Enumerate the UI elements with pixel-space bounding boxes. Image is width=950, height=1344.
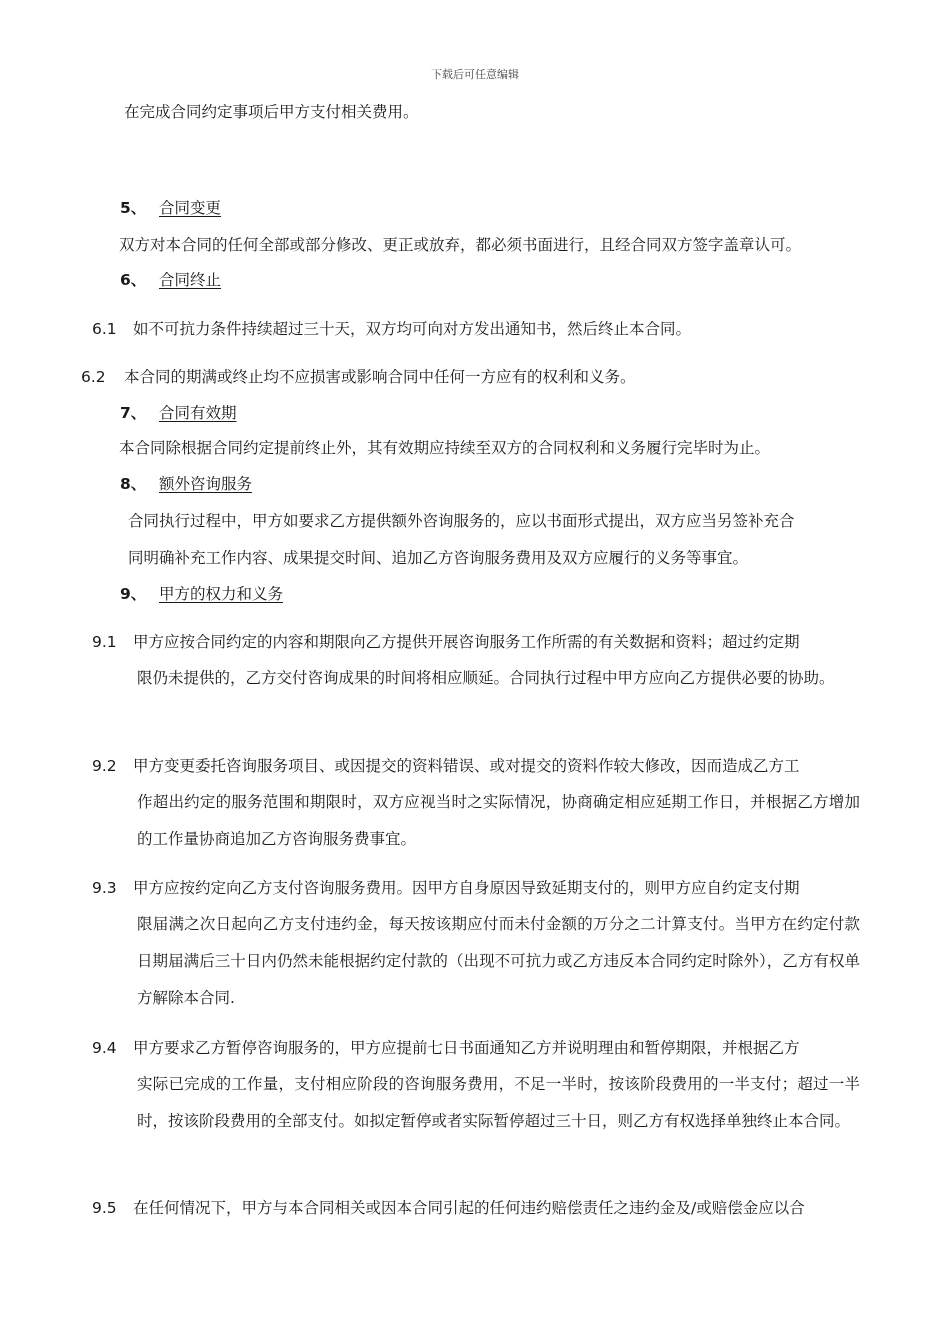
section-5-number: 5、 [120, 199, 147, 217]
clause-9-2-continuation: 作超出约定的服务范围和期限时，双方应视当时之实际情况，协商确定相应延期工作日，并根据乙方增加的工作量协商追加乙方咨询服务费事宜。 [137, 793, 860, 848]
clause-6-1-text: 如不可抗力条件持续超过三十天，双方均可向对方发出通知书，然后终止本合同。 [133, 320, 692, 338]
section-5-title: 合同变更 [159, 199, 222, 217]
clause-9-2-line-1: 甲方变更委托咨询服务项目、或因提交的资料错误、或对提交的资料作较大修改，因而造成乙方工 [133, 757, 800, 775]
clause-9-1-continuation: 限仍未提供的，乙方交付咨询成果的时间将相应顺延。合同执行过程中甲方应向乙方提供必要的协助。 [137, 669, 835, 687]
section-6-number: 6、 [120, 271, 147, 289]
intro-line: 在完成合同约定事项后甲方支付相关费用。 [124, 103, 419, 121]
section-9-number: 9、 [120, 585, 147, 603]
clause-6-2-text: 本合同的期满或终止均不应损害或影响合同中任何一方应有的权利和义务。 [124, 368, 636, 386]
clause-9-2-number: 9.2 [92, 757, 117, 775]
clause-9-3-number: 9.3 [92, 879, 117, 897]
section-8-title: 额外咨询服务 [159, 475, 253, 493]
clause-6-2-number: 6.2 [81, 368, 106, 386]
clause-9-4-line-1: 甲方要求乙方暂停咨询服务的，甲方应提前七日书面通知乙方并说明理由和暂停期限，并根据乙方 [133, 1039, 800, 1057]
clause-9-1-line-1: 甲方应按合同约定的内容和期限向乙方提供开展咨询服务工作所需的有关数据和资料；超过约定期 [133, 633, 800, 651]
clause-9-3-line-1: 甲方应按约定向乙方支付咨询服务费用。因甲方自身原因导致延期支付的，则甲方应自约定支付期 [133, 879, 800, 897]
section-7-title: 合同有效期 [159, 404, 237, 422]
section-7-body: 本合同除根据合同约定提前终止外，其有效期应持续至双方的合同权利和义务履行完毕时为止。 [119, 439, 771, 457]
section-9-title: 甲方的权力和义务 [159, 585, 284, 603]
clause-9-5-number: 9.5 [92, 1199, 117, 1217]
section-8-number: 8、 [120, 475, 147, 493]
page-header: 下载后可任意编辑 [431, 68, 519, 81]
clause-9-4-continuation: 实际已完成的工作量，支付相应阶段的咨询服务费用，不足一半时，按该阶段费用的一半支付；超过一半时，按该阶段费用的全部支付。如拟定暂停或者实际暂停超过三十日，则乙方有权选择单独终止本合同。 [137, 1075, 860, 1130]
clause-9-4-number: 9.4 [92, 1039, 117, 1057]
section-8-body-line-1: 合同执行过程中，甲方如要求乙方提供额外咨询服务的，应以书面形式提出，双方应当另签补充合 [128, 512, 795, 530]
section-7-number: 7、 [120, 404, 147, 422]
clause-9-5-line-1: 在任何情况下，甲方与本合同相关或因本合同引起的任何违约赔偿责任之违约金及/或赔偿金应以合 [133, 1199, 805, 1217]
clause-9-1-number: 9.1 [92, 633, 117, 651]
clause-6-1-number: 6.1 [92, 320, 117, 338]
section-8-body-line-2: 同明确补充工作内容、成果提交时间、追加乙方咨询服务费用及双方应履行的义务等事宜。 [128, 549, 749, 567]
clause-9-3-continuation: 限届满之次日起向乙方支付违约金，每天按该期应付而未付金额的万分之二计算支付。当甲方在约定付款日期届满后三十日内仍然未能根据约定付款的（出现不可抗力或乙方违反本合同约定时除外），乙方有权单方解除本合同. [137, 915, 860, 1007]
section-6-title: 合同终止 [159, 271, 222, 289]
section-5-body: 双方对本合同的任何全部或部分修改、更正或放弃，都必须书面进行，且经合同双方签字盖章认可。 [119, 236, 802, 254]
